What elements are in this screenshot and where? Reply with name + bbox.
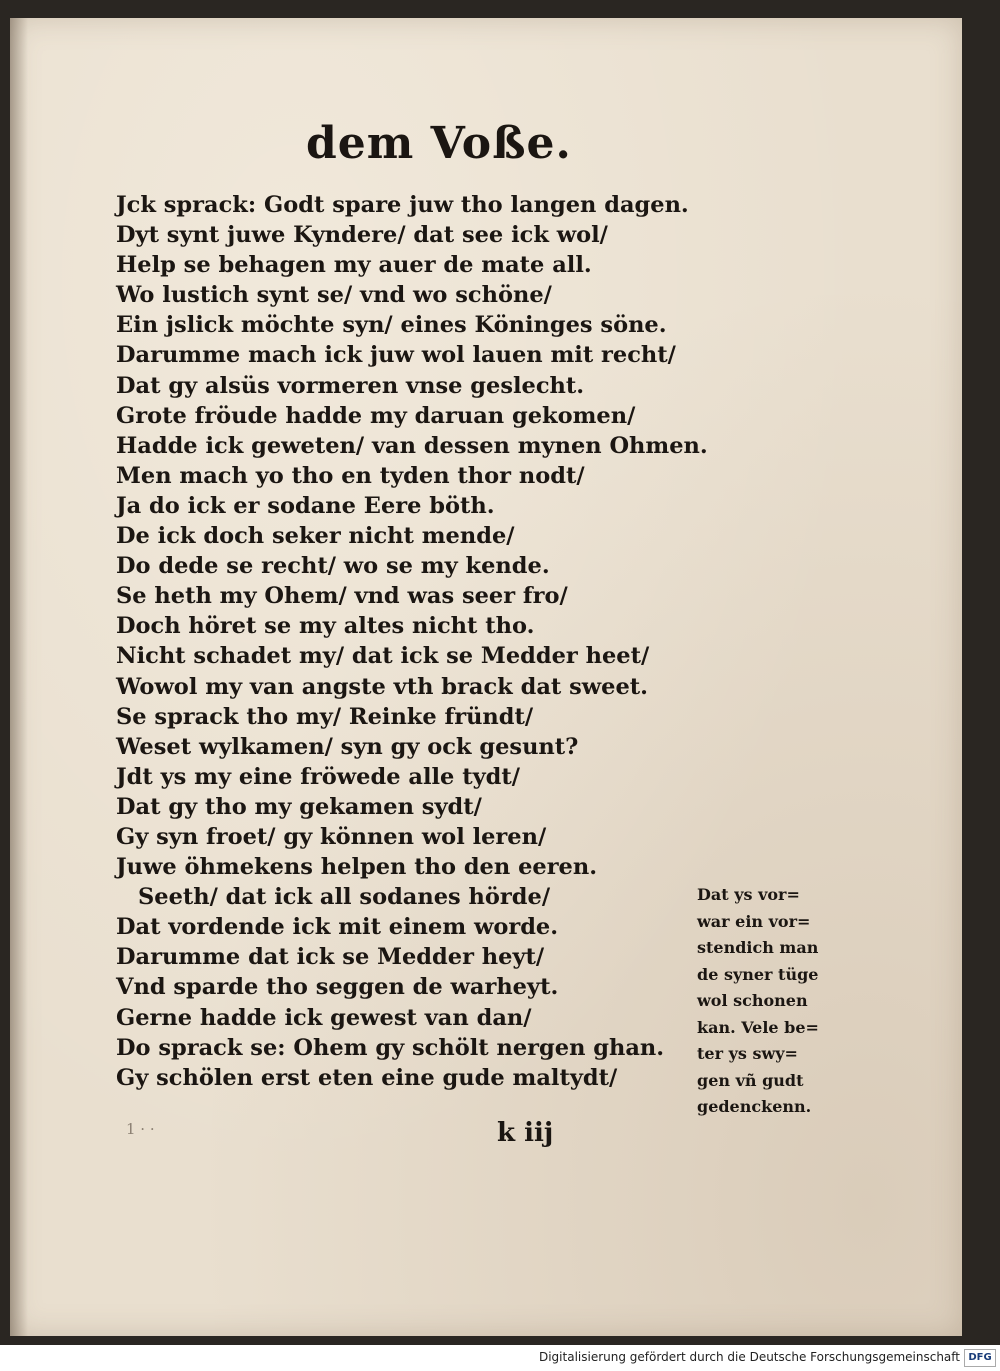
verse-line: Men mach yo tho en tyden thor nodt/ (116, 462, 585, 489)
verse-line: Gy schölen erst eten eine gude maltydt/ (116, 1064, 618, 1091)
verse-line: Se sprack tho my/ Reinke fründt/ (116, 703, 534, 730)
verse-line: Dyt synt juwe Kyndere/ dat see ick wol/ (116, 222, 608, 249)
digitization-credit: Digitalisierung gefördert durch die Deutsche Forschungsgemeinschaft (538, 1350, 960, 1364)
running-head: dem Voße. (306, 118, 572, 169)
verse-line: Ja do ick er sodane Eere böth. (116, 492, 495, 519)
verse-line: Doch höret se my altes nicht tho. (116, 613, 535, 640)
verse-line: Grote fröude hadde my daruan gekomen/ (116, 402, 636, 429)
verse-line: De ick doch seker nicht mende/ (116, 523, 515, 550)
verse-line: Dat vordende ick mit einem worde. (116, 914, 559, 941)
verse-line: Dat gy tho my gekamen sydt/ (116, 793, 482, 820)
verse-line: Wo lustich synt se/ vnd wo schöne/ (116, 282, 552, 309)
gloss-line: war ein vor= (697, 911, 811, 931)
verse-line: Vnd sparde tho seggen de warheyt. (116, 974, 559, 1001)
gloss-line: wol schonen (697, 991, 808, 1010)
verse-line: Do sprack se: Ohem gy schölt nergen ghan. (116, 1034, 665, 1061)
verse-line: Dat gy alsüs vormeren vnse geslecht. (116, 372, 585, 399)
gloss-line: gedenckenn. (697, 1097, 812, 1116)
verse-block (116, 190, 708, 1093)
gloss-line: ter ys swy= (697, 1044, 798, 1063)
footnote-marks: 1 · · (126, 1120, 155, 1138)
dfg-logo: DFG (964, 1349, 996, 1367)
verse-line: Jdt ys my eine fröwede alle tydt/ (116, 763, 521, 790)
binding-shadow (10, 18, 28, 1336)
verse-line: Wowol my van angste vth brack dat sweet. (116, 673, 649, 700)
verse-line: Nicht schadet my/ dat ick se Medder heet/ (116, 643, 650, 670)
gloss-line: kan. Vele be= (697, 1017, 819, 1037)
verse-line: Hadde ick geweten/ van dessen mynen Ohmen. (116, 432, 708, 459)
gloss-line: gen vñ gudt (697, 1070, 804, 1090)
verse-line: Gerne hadde ick gewest van dan/ (116, 1004, 532, 1031)
verse-line: Ein jslick möchte syn/ eines Köninges söne. (116, 312, 667, 339)
verse-line: Do dede se recht/ wo se my kende. (116, 553, 550, 580)
verse-line: Weset wylkamen/ syn gy ock gesunt? (116, 733, 579, 760)
gloss-line: de syner tüge (697, 964, 819, 984)
verse-line: Gy syn froet/ gy können wol leren/ (116, 823, 547, 850)
verse-line: Darumme dat ick se Medder heyt/ (116, 944, 545, 971)
verse-line: Se heth my Ohem/ vnd was seer fro/ (116, 583, 568, 610)
credit-bar (0, 1345, 1000, 1371)
verse-line: Jck sprack: Godt spare juw tho langen dagen. (116, 192, 689, 218)
gloss-line: Dat ys vor= (697, 885, 800, 904)
verse-line: Help se behagen my auer de mate all. (116, 252, 592, 279)
verse-line: Darumme mach ick juw wol lauen mit recht/ (116, 342, 676, 369)
verse-line: Seeth/ dat ick all sodanes hörde/ (138, 884, 551, 911)
marginal-gloss (697, 882, 819, 1121)
gloss-line: stendich man (697, 938, 819, 957)
signature-mark: k iij (497, 1118, 554, 1148)
verse-line: Juwe öhmekens helpen tho den eeren. (116, 854, 598, 881)
